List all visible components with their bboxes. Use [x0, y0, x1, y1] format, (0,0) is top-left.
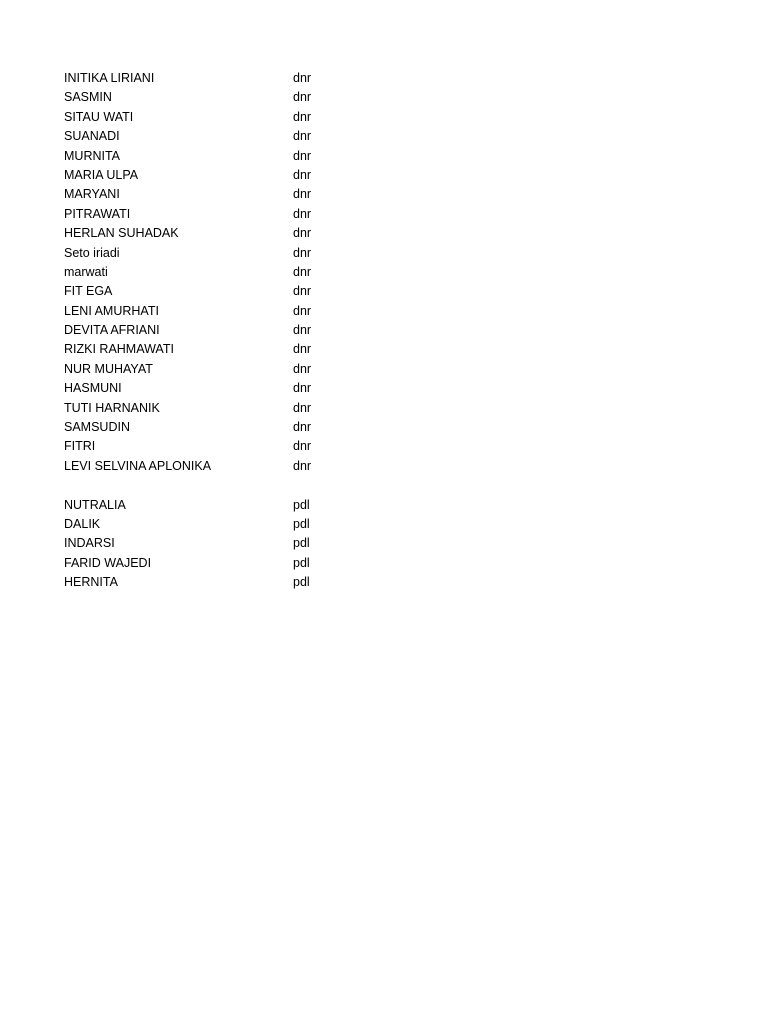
row-code: pdl — [293, 516, 310, 531]
row-code: dnr — [293, 381, 312, 396]
row-code: dnr — [293, 226, 312, 241]
row-code: pdl — [293, 536, 310, 551]
row-name: NUR MUHAYAT — [64, 361, 153, 376]
list-row — [64, 88, 484, 107]
row-code: dnr — [293, 90, 312, 105]
row-name: MARIA ULPA — [64, 167, 139, 182]
list-row — [64, 360, 484, 379]
list-row — [64, 554, 484, 573]
list-row — [64, 127, 484, 146]
row-code: dnr — [293, 284, 312, 299]
row-name: MURNITA — [64, 148, 121, 163]
row-name: TUTI HARNANIK — [64, 400, 160, 415]
list-row — [64, 418, 484, 437]
row-code: pdl — [293, 497, 310, 512]
list-row — [64, 263, 484, 282]
row-name: marwati — [64, 264, 108, 279]
row-name: INITIKA LIRIANI — [64, 71, 155, 85]
row-name: HERNITA — [64, 575, 118, 590]
row-code: dnr — [293, 361, 312, 376]
row-code: dnr — [293, 245, 312, 260]
list-row — [64, 321, 484, 340]
row-name: SASMIN — [64, 90, 112, 105]
row-name: SUANADI — [64, 129, 120, 144]
row-name: DALIK — [64, 516, 101, 531]
list-row — [64, 379, 484, 398]
list-row — [64, 573, 484, 592]
list-row — [64, 205, 484, 224]
row-name: FIT EGA — [64, 284, 113, 299]
list-row — [64, 399, 484, 418]
row-name: DEVITA AFRIANI — [64, 323, 160, 338]
row-code: dnr — [293, 303, 312, 318]
row-name: FARID WAJEDI — [64, 555, 152, 570]
list-row — [64, 515, 484, 534]
row-name: Seto iriadi — [64, 245, 120, 260]
list-row — [64, 457, 484, 476]
row-code: dnr — [293, 109, 312, 124]
list-row — [64, 166, 484, 185]
pdl-group — [64, 496, 484, 593]
list-row — [64, 108, 484, 127]
row-name: SITAU WATI — [64, 109, 134, 124]
row-name: MARYANI — [64, 187, 120, 202]
row-code: pdl — [293, 555, 310, 570]
row-name: LEVI SELVINA APLONIKA — [64, 458, 212, 473]
row-name: SAMSUDIN — [64, 420, 130, 435]
list-row — [64, 282, 484, 301]
row-code: dnr — [293, 167, 312, 182]
list-row — [64, 496, 484, 515]
list-row — [64, 437, 484, 456]
row-code: dnr — [293, 400, 312, 415]
row-code: dnr — [293, 264, 312, 279]
row-code: dnr — [293, 71, 312, 85]
list-row — [64, 302, 484, 321]
row-name: NUTRALIA — [64, 497, 126, 512]
row-code: dnr — [293, 458, 312, 473]
row-code: dnr — [293, 148, 312, 163]
row-name: LENI AMURHATI — [64, 303, 159, 318]
dnr-group — [64, 69, 484, 476]
row-code: dnr — [293, 206, 312, 221]
row-code: dnr — [293, 129, 312, 144]
row-name: HERLAN SUHADAK — [64, 226, 179, 241]
list-row — [64, 147, 484, 166]
row-name: RIZKI RAHMAWATI — [64, 342, 174, 357]
row-name: FITRI — [64, 439, 96, 454]
list-row — [64, 244, 484, 263]
list-row — [64, 69, 484, 88]
row-code: dnr — [293, 323, 312, 338]
row-code: dnr — [293, 420, 312, 435]
row-code: dnr — [293, 187, 312, 202]
row-code: dnr — [293, 439, 312, 454]
row-code: pdl — [293, 575, 310, 590]
row-code: dnr — [293, 342, 312, 357]
list-row — [64, 534, 484, 553]
row-name: HASMUNI — [64, 381, 122, 396]
name-list-sheet — [64, 69, 484, 593]
row-name: PITRAWATI — [64, 206, 131, 221]
list-row — [64, 340, 484, 359]
list-row — [64, 185, 484, 204]
row-name: INDARSI — [64, 536, 115, 551]
list-row — [64, 224, 484, 243]
